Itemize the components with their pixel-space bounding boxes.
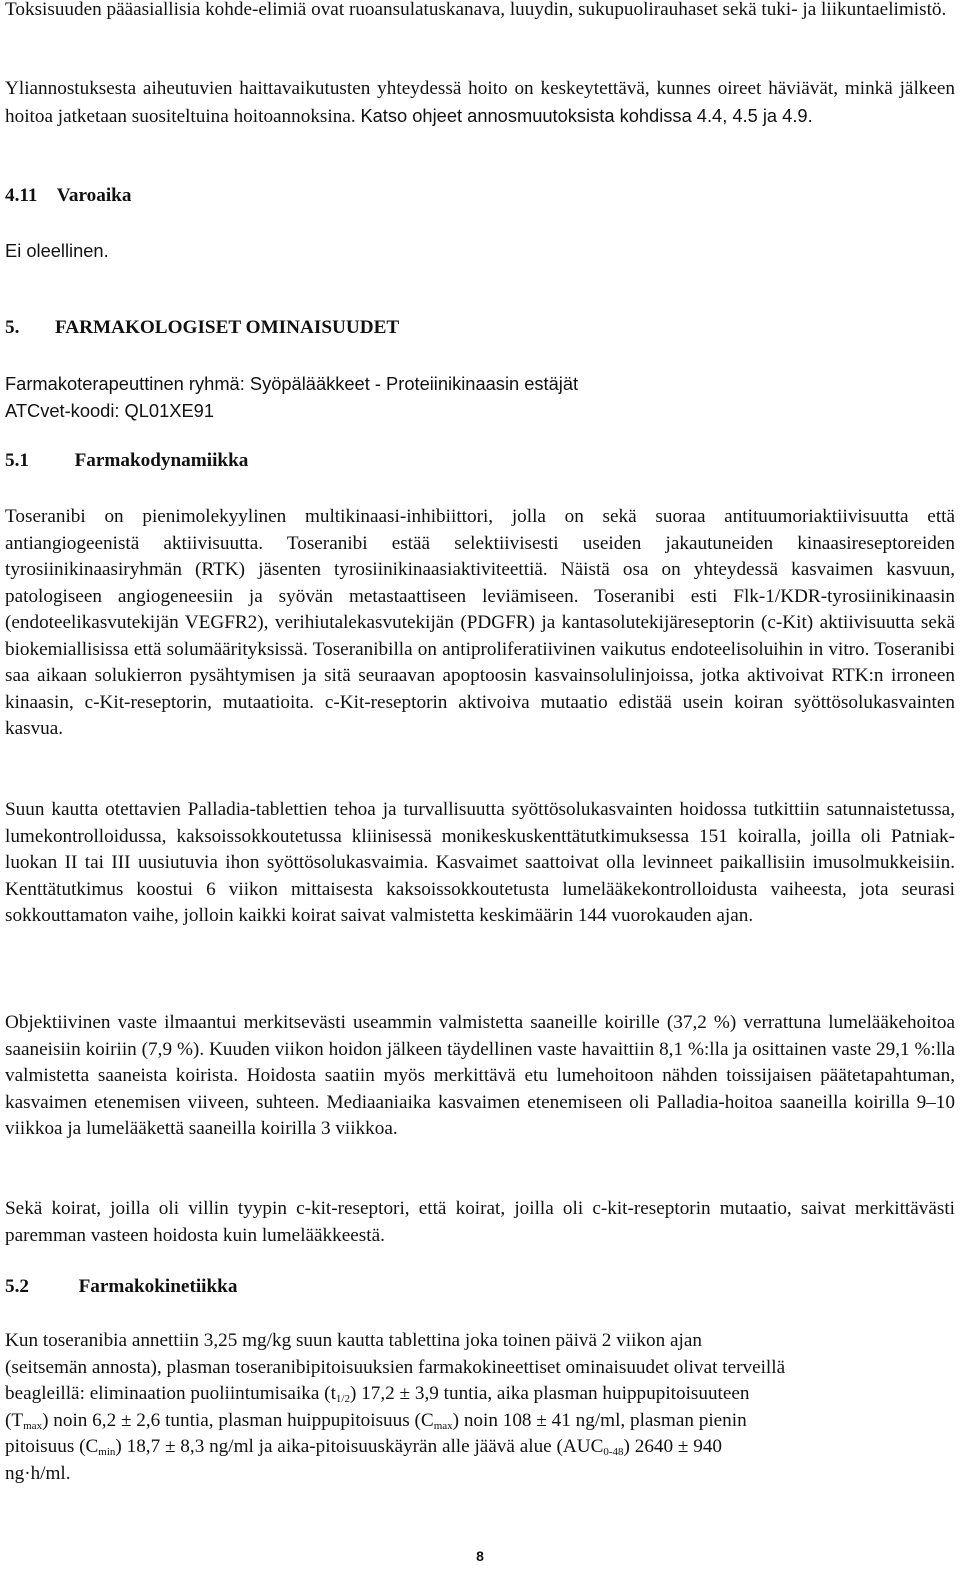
pk-text: ) 17,2 ± 3,9 tuntia, aika plasman huippupitoisuuteen [349,1383,750,1404]
section-heading-5-1 [5,450,248,472]
pk-line [5,1434,955,1461]
pharmacodynamics-paragraph-2: Suun kautta otettavien Palladia-tablettien tehoa ja turvallisuutta syöttösolukasvainten hoidossa tutkittiin satunnaistetussa, lumekontrolloidussa, kaksoissokkoutetussa kliinisessä monikeskuskenttätutkimuksessa 151 koiralla, joilla oli Patniak-luokan II tai III uusiutuvia ihon syöttösolukasvaimia. Kasvaimet saattoivat olla levinneet paikallisiin imusolmukkeisiin. Kenttätutkimus koostui 6 viikon mittaisesta kaksoissokkoutetusta lumelääkekontrolloidusta vaiheesta, jota seurasi sokkouttamaton vaihe, jolloin kaikki koirat saivat valmistetta keskimäärin 144 vuorokauden ajan. [5,799,955,926]
pk-line: (seitsemän annosta), plasman toseranibipitoisuuksien farmakokineettiset ominaisuudet olivat terveillä [5,1356,786,1378]
pk-text: pitoisuus (C [5,1436,99,1457]
auc-subscript: 0-48 [603,1446,624,1458]
pharmacotherapeutic-group-block [5,371,955,424]
pk-text: ) 18,7 ± 8,3 ng/ml ja aika-pitoisuuskäyrän alle jäävä alue (AUC [115,1436,604,1457]
cmax-subscript: max [433,1419,453,1432]
dose-adjustment-reference: Katso ohjeet annosmuutoksista kohdissa 4.4, 4.5 ja 4.9. [360,104,813,126]
pk-line: Kun toseranibia annettiin 3,25 mg/kg suun kautta tablettina joka toinen päivä 2 viikon ajan [5,1330,702,1351]
pharmacodynamics-paragraph-3: Objektiivinen vaste ilmaantui merkitsevästi useammin valmistetta saaneille koirille (37,2 %) verrattuna lumelääkehoitoa saaneisiin koiriin (7,9 %). Kuuden viikon hoidon jälkeen täydellinen vaste havaittiin 8,1 %:lla ja osittainen vaste 29,1 %:lla valmistetta saaneista koirista. Hoidosta saatiin myös merkittävä etu lumehoitoon nähden toissijaisen päätetapahtuman, kasvaimen etenemisen viiveen, suhteen. Mediaaniaika kasvaimen etenemiseen oli Palladia-hoitoa saaneilla koirilla 9–10 viikkoa ja lumelääkettä saaneilla koirilla 3 viikkoa. [5,1012,955,1139]
section-title: Farmakokinetiikka [78,1276,238,1297]
pharmacokinetics-paragraph [5,1328,955,1487]
overdose-text: Yliannostuksesta aiheutuvien haittavaikutusten yhteydessä hoito on keskeytettävä, kunnes oireet häviävät, minkä jälkeen hoitoa jatketaan suositeltuina hoitoannoksina. [5,78,955,127]
section-heading-5-2 [5,1276,237,1298]
pharmacodynamics-paragraph-4: Sekä koirat, joilla oli villin tyypin c-kit-reseptori, että koirat, joilla oli c-kit-reseptorin mutaatio, saivat merkittävästi paremman vasteen hoidosta kuin lumelääkkeestä. [5,1198,955,1246]
pk-text: ) noin 6,2 ± 2,6 tuntia, plasman huippupitoisuus (C [42,1409,434,1431]
pk-line: ng·h/ml. [5,1462,71,1484]
pharmacotherapeutic-group: Farmakoterapeuttinen ryhmä: Syöpälääkkeet - Proteiinikinaasin estäjät [5,373,579,394]
pk-line [5,1408,955,1435]
pharmacodynamics-paragraph-1: Toseranibi on pienimolekyylinen multikinaasi-inhibiittori, jolla on sekä suoraa antituumoriaktiivisuutta että antiangiogeenistä aktiivisuutta. Toseranibi estää selektiivisesti useiden jakautuneiden kinaasireseptoreiden tyrosiinikinaasiryhmän (RTK) jäsenten tyrosiinikinaasiaktiviteettiä. Näistä osa on yhteydessä kasvaimen kasvuun, patologiseen angiogeneesiin ja syövän metastaattiseen leviämiseen. Toseranibi esti Flk-1/KDR-tyrosiinikinaasin (endoteelikasvutekijän VEGFR2), verihiutalekasvutekijän (PDGFR) ja kantasolutekijäreseptorin (c-Kit) aktiivisuutta sekä biokemiallisissa että solumäärityksissä. Toseranibilla on antiproliferatiivinen vaikutus endoteelisoluihin in vitro. Toseranibi saa aikaan solukierron pysähtymisen ja sitä seuraavan apoptoosin kasvainsolulinjoissa, jotka aktivoivat RTK:n irroneen kinaasin, c-Kit-reseptorin, mutaatioita. c-Kit-reseptorin aktivoiva mutaatio edistää usein koiran syöttösolukasvainten kasvua. [5,506,955,739]
half-life-subscript: 1/2 [335,1393,350,1405]
section-title: Farmakodynamiikka [74,450,249,471]
section-title: FARMAKOLOGISET OMINAISUUDET [54,317,400,338]
toxicity-paragraph: Toksisuuden pääasiallisia kohde-elimiä ovat ruoansulatuskanava, luuydin, sukupuolirauhaset sekä tuki- ja liikuntaelimistö. [5,0,947,20]
section-number: 5.1 [5,450,29,471]
section-number: 5. [5,317,20,338]
section-number: 5.2 [5,1276,29,1297]
pk-line [5,1381,955,1408]
pk-text: (T [5,1409,24,1431]
tmax-subscript: max [23,1419,43,1432]
section-heading-5 [5,317,399,339]
withdrawal-period-text: Ei oleellinen. [5,240,109,261]
page-number: 8 [476,1548,484,1564]
overdose-paragraph [5,76,955,130]
pk-text: ) noin 108 ± 41 ng/ml, plasman pienin [452,1409,747,1431]
section-heading-4-11 [5,185,131,207]
section-number: 4.11 [5,185,38,206]
pk-text: beagleillä: eliminaation puoliintumisaika (t [5,1383,336,1404]
cmin-subscript: min [98,1446,116,1458]
section-title: Varoaika [56,185,132,206]
atcvet-code: ATCvet-koodi: QL01XE91 [5,399,214,421]
pk-text: ) 2640 ± 940 [623,1436,723,1457]
